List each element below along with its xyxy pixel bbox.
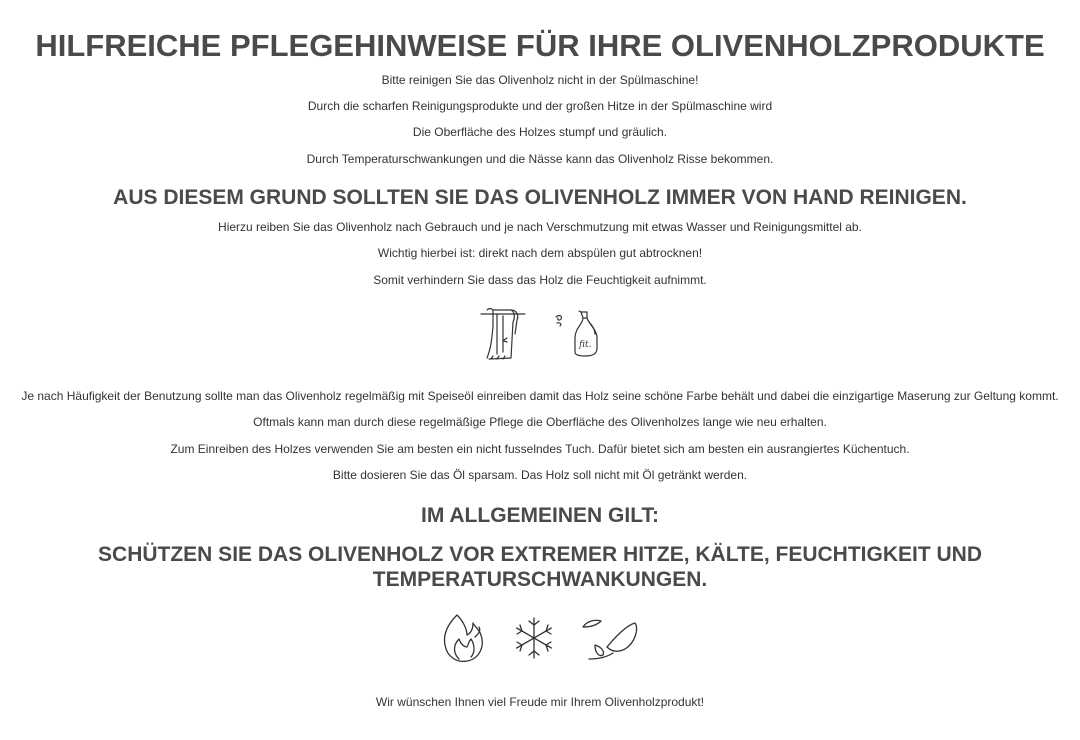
- page-title: HILFREICHE PFLEGEHINWEISE FÜR IHRE OLIVENHOLZPRODUKTE: [35, 28, 1045, 63]
- oil-line-1: Je nach Häufigkeit der Benutzung sollte man das Olivenholz regelmäßig mit Speiseöl einreiben damit das Holz seine schöne Farbe behält und dabei die einzigartige Maserung zur Geltung kommt.: [21, 389, 1059, 403]
- hand-wash-line-1: Hierzu reiben Sie das Olivenholz nach Gebrauch und je nach Verschmutzung mit etwas Wasser und Reinigungsmittel ab.: [218, 220, 862, 234]
- hand-wash-line-3: Somit verhindern Sie dass das Holz die Feuchtigkeit aufnimmt.: [373, 273, 707, 287]
- warning-heading-line-2: TEMPERATURSCHWANKUNGEN.: [372, 568, 708, 591]
- oil-line-3: Zum Einreiben des Holzes verwenden Sie am besten ein nicht fusselndes Tuch. Dafür bietet sich am besten ein ausrangiertes Küchentuch.: [170, 442, 910, 456]
- warning-heading-line-1: SCHÜTZEN SIE DAS OLIVENHOLZ VOR EXTREMER HITZE, KÄLTE, FEUCHTIGKEIT UND: [98, 543, 982, 566]
- cleaning-icons: [0, 304, 1080, 362]
- closing-line: Wir wünschen Ihnen viel Freude mir Ihrem Olivenholzprodukt!: [375, 695, 705, 709]
- hand-wash-line-2: Wichtig hierbei ist: direkt nach dem abspülen gut abtrocknen!: [377, 246, 703, 260]
- protection-icons: [0, 610, 1080, 666]
- oil-line-4: Bitte dosieren Sie das Öl sparsam. Das Holz soll nicht mit Öl getränkt werden.: [332, 468, 748, 482]
- flame-icon: [439, 611, 487, 665]
- intro-line-2: Durch die scharfen Reinigungsprodukte und der großen Hitze in der Spülmaschine wird: [307, 99, 773, 113]
- intro-line-4: Durch Temperaturschwankungen und die Nässe kann das Olivenholz Risse bekommen.: [306, 152, 774, 166]
- general-heading: IM ALLGEMEINEN GILT:: [421, 504, 659, 527]
- hand-wash-heading: AUS DIESEM GRUND SOLLTEN SIE DAS OLIVENHOLZ IMMER VON HAND REINIGEN.: [113, 186, 967, 209]
- detergent-bottle-icon: [553, 308, 601, 358]
- snowflake-icon: [511, 615, 557, 661]
- bottle-label: fit.: [579, 340, 592, 350]
- towel-icon: [479, 304, 527, 362]
- intro-line-3: Die Oberfläche des Holzes stumpf und gräulich.: [412, 125, 668, 139]
- oil-line-2: Oftmals kann man durch diese regelmäßige Pflege die Oberfläche des Olivenholzes lange wie neu erhalten.: [253, 415, 827, 429]
- water-drops-icon: [581, 613, 641, 663]
- intro-line-1: Bitte reinigen Sie das Olivenholz nicht in der Spülmaschine!: [381, 73, 699, 87]
